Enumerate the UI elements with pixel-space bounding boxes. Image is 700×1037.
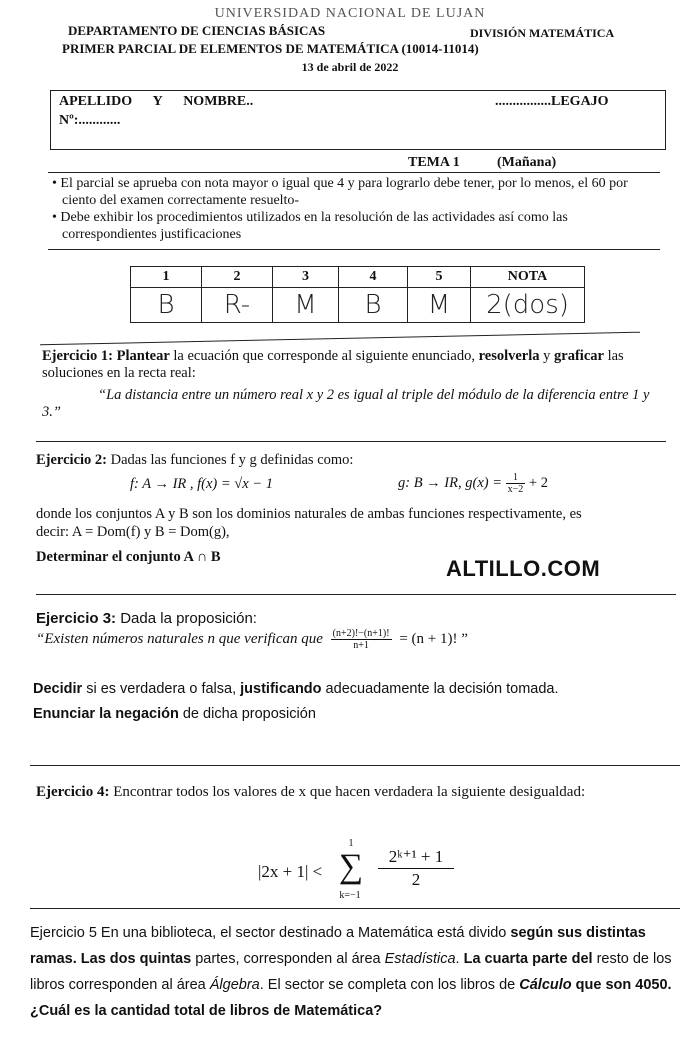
exercise-3-task-2 [33, 706, 316, 722]
exercise-1 [42, 348, 662, 421]
instruction-item: • El parcial se aprueba con nota mayor o igual que 4 y para lograrlo debe tener, por lo menos, el 60 por ciento del examen correctamente resuelto- [52, 176, 628, 208]
grades-header-cell: 4 [339, 267, 408, 288]
tema-turno: (Mañana) [497, 155, 557, 170]
exercise-4-label: Ejercicio 4: [36, 784, 110, 800]
keyword: Enunciar la negación [33, 706, 179, 722]
grade-cell: B [131, 288, 202, 323]
formula-text: + 2 [528, 474, 548, 491]
exercise-3-proposition [36, 628, 468, 651]
keyword: Álgebra [209, 977, 260, 993]
keyword: La cuarta parte del [463, 951, 593, 967]
sum-lower-limit: k=−1 [339, 890, 361, 901]
exercise-2-label: Ejercicio 2: [36, 452, 107, 468]
fraction-denominator: n+1 [353, 640, 369, 651]
keyword: justificando [240, 681, 322, 697]
grades-table [130, 266, 585, 323]
exercise-5-label: Ejercicio 5 [30, 925, 97, 941]
keyword: resolverla [478, 348, 540, 364]
sum-upper-limit: 1 [348, 838, 354, 849]
exercise-1-quote: “La distancia entre un número real x y 2 es igual al triple del módulo de la diferencia entre 1 y 3.” [42, 387, 650, 420]
keyword: graficar [554, 348, 604, 364]
function-f-definition: f: A → IR , f(x) = √x − 1 [130, 476, 273, 492]
divider [40, 332, 640, 346]
fraction-numerator: (n+2)!−(n+1)! [332, 628, 390, 639]
division-name: DIVISIÓN MATEMÁTICA [470, 26, 615, 40]
exercise-text: Dada la proposición: [116, 610, 257, 627]
exercise-text: Dadas las funciones f y g definidas como: [107, 452, 354, 468]
exercise-text: las soluciones en la recta real: [42, 348, 624, 381]
grades-header-cell: 5 [408, 267, 471, 288]
exercise-text: si es verdadera o falsa, [82, 681, 241, 697]
grade-cell: R- [202, 288, 273, 323]
grade-cell: M [273, 288, 339, 323]
exercise-3-task-1 [33, 681, 559, 697]
proposition-text: “Existen números naturales n que verifican que [36, 630, 323, 647]
keyword: Cálculo [519, 977, 572, 993]
keyword: que son 4050. ¿Cuál es la cantidad total de libros de Matemática? [30, 977, 672, 1019]
number-label: Nº:............ [59, 113, 121, 128]
inequality-formula [258, 838, 478, 908]
exercise-3 [36, 610, 257, 627]
fraction [506, 472, 526, 495]
exercise-text: la ecuación que corresponde al siguiente enunciado, [169, 348, 475, 364]
grades-header-cell: NOTA [471, 267, 585, 288]
exercise-text: adecuadamente la decisión tomada. [321, 681, 559, 697]
keyword: Plantear [116, 348, 170, 364]
grade-cell: M [408, 288, 471, 323]
exam-date: 13 de abril de 2022 [301, 60, 399, 74]
divider [30, 908, 680, 909]
grades-value-row [131, 288, 585, 323]
student-info-box [50, 90, 666, 150]
sum-sign: ∑ [338, 848, 364, 885]
grades-header-cell: 2 [202, 267, 273, 288]
keyword: Decidir [33, 681, 83, 697]
exercise-5 [30, 920, 685, 1024]
grade-cell: 2(dos) [471, 288, 585, 323]
divider [48, 249, 660, 250]
exercise-2-body: donde los conjuntos A y B son los dominios naturales de ambas funciones respectivamente, es decir: A = Dom(f) y B = Dom(g), [36, 506, 582, 540]
keyword: Estadística [384, 951, 456, 967]
keyword: según sus distintas ramas. Las dos quintas [30, 925, 646, 967]
university-name: UNIVERSIDAD NACIONAL DE LUJAN [214, 6, 486, 21]
watermark: ALTILLO.COM [446, 556, 601, 581]
grade-cell: B [339, 288, 408, 323]
exercise-3-label: Ejercicio 3: [36, 610, 117, 627]
grades-header-cell: 3 [273, 267, 339, 288]
exercise-text: En una biblioteca, el sector destinado a Matemática está divido [96, 925, 511, 941]
exercise-text: . El sector se completa con los libros de [259, 977, 520, 993]
divider [36, 441, 666, 442]
exercise-text: de dicha proposición [178, 706, 316, 722]
name-label: APELLIDO Y NOMBRE.. [59, 94, 254, 109]
proposition-text: = (n + 1)! ” [399, 630, 468, 647]
exam-title: PRIMER PARCIAL DE ELEMENTOS DE MATEMÁTICA (10014-11014) [62, 41, 479, 56]
sum-fraction [378, 846, 454, 891]
exercise-text: resto de los libros corresponden al área [30, 951, 672, 993]
fraction-denominator: 2 [411, 870, 421, 889]
tema-label: TEMA 1 [408, 155, 460, 170]
department-name: DEPARTAMENTO DE CIENCIAS BÁSICAS [68, 23, 326, 38]
exercise-text: Encontrar todos los valores de x que hacen verdadera la siguiente desigualdad: [109, 784, 586, 800]
grades-header-cell: 1 [131, 267, 202, 288]
divider [36, 594, 676, 595]
exercise-2 [36, 452, 656, 469]
fraction [331, 628, 392, 651]
exercise-1-label: Ejercicio 1: [42, 348, 113, 364]
fraction-denominator: x−2 [507, 484, 524, 495]
exercise-text: y [539, 348, 551, 364]
instructions-list [50, 175, 662, 243]
divider [30, 765, 680, 766]
exercise-text: partes, corresponden al área [191, 951, 385, 967]
legajo-label: ................LEGAJO [495, 94, 609, 109]
function-g-definition [398, 472, 548, 495]
fraction-numerator: 2ᵏ⁺¹ + 1 [378, 846, 454, 869]
exercise-4 [36, 782, 636, 802]
inequality-lhs: |2x + 1| < [258, 862, 323, 881]
formula-text: g: B → IR, g(x) = [398, 474, 502, 491]
exercise-text: . [455, 951, 464, 967]
divider [48, 172, 660, 173]
exercise-2-task: Determinar el conjunto A ∩ B [36, 549, 221, 565]
instruction-item: • Debe exhibir los procedimientos utilizados en la resolución de las actividades así como las correspondientes justificaciones [52, 210, 568, 242]
fraction-numerator: 1 [506, 472, 526, 484]
grades-header-row [131, 267, 585, 288]
